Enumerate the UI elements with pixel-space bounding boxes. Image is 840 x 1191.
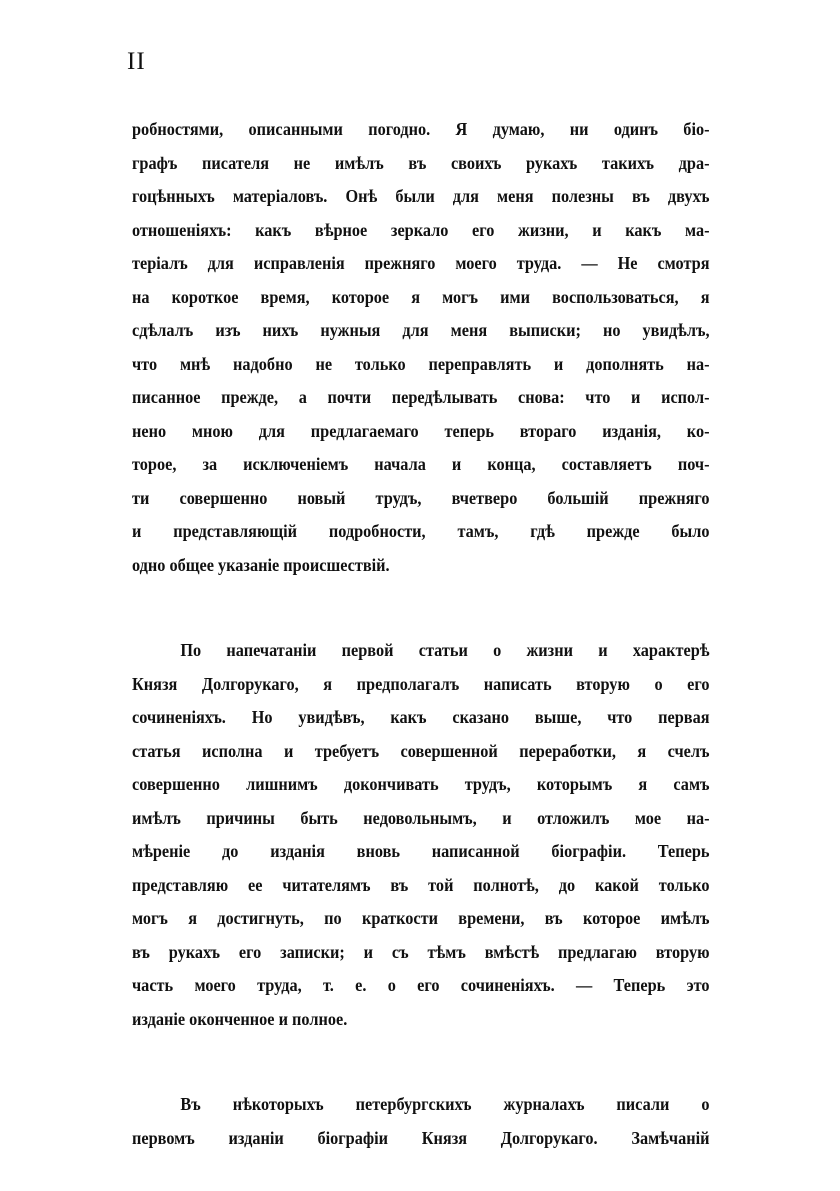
text-line: нено мною для предлагаемаго теперь втораго изданія, ко- — [132, 420, 710, 441]
text-line: изданіе оконченное и полное. — [132, 1008, 348, 1029]
text-line: въ рукахъ его записки; и съ тѣмъ вмѣстѣ предлагаю вторую — [132, 941, 710, 962]
text-line: что мнѣ надобно не только переправлять и дополнять на- — [132, 353, 710, 374]
text-line: имѣлъ причины быть недовольнымъ, и отложилъ мое на- — [132, 807, 710, 828]
text-line: представляю ее читателямъ въ той полнотѣ, до какой только — [132, 874, 710, 895]
text-line: Въ нѣкоторыхъ петербургскихъ журналахъ писали о — [180, 1094, 710, 1114]
body-text — [132, 113, 710, 1155]
text-line: графъ писателя не имѣлъ въ своихъ рукахъ такихъ дра- — [132, 152, 710, 173]
paragraph-gap — [132, 1036, 710, 1088]
text-line: отношеніяхъ: какъ вѣрное зеркало его жизни, и какъ ма- — [132, 219, 710, 240]
text-line: одно общее указаніе происшествій. — [132, 554, 390, 575]
text-line: могъ я достигнуть, по краткости времени, въ которое имѣлъ — [132, 908, 710, 928]
text-line: писанное прежде, а почти передѣлывать снова: что и испол- — [132, 387, 710, 407]
text-line: сочиненіяхъ. Но увидѣвъ, какъ сказано выше, что первая — [132, 707, 710, 727]
text-line: теріалъ для исправленія прежняго моего труда. — Не смотря — [132, 253, 710, 273]
paragraph-3 — [132, 1088, 710, 1155]
text-line: сдѣлалъ изъ нихъ нужныя для меня выписки; но увидѣлъ, — [132, 320, 710, 340]
text-line: мѣреніе до изданія вновь написанной біографіи. Теперь — [132, 841, 710, 861]
text-line: По напечатаніи первой статьи о жизни и характерѣ — [180, 640, 710, 660]
paragraph-2 — [132, 634, 710, 1036]
text-line: торое, за исключеніемъ начала и конца, составляетъ поч- — [132, 454, 710, 474]
text-line: Князя Долгорукаго, я предполагалъ написать вторую о его — [132, 673, 710, 694]
text-line: статья исполна и требуетъ совершенной переработки, я счелъ — [132, 740, 710, 761]
paragraph-gap — [132, 582, 710, 634]
text-line: робностями, описанными погодно. Я думаю, ни одинъ біо- — [132, 119, 710, 139]
text-line: совершенно лишнимъ докончивать трудъ, которымъ я самъ — [132, 774, 710, 794]
page-number: II — [127, 48, 146, 75]
text-line: на короткое время, которое я могъ ими воспользоваться, я — [132, 286, 710, 307]
text-line: и представляющій подробности, тамъ, гдѣ прежде было — [132, 521, 710, 541]
text-line: первомъ изданіи біографіи Князя Долгорукаго. Замѣчаній — [132, 1127, 710, 1148]
text-line: часть моего труда, т. е. о его сочиненіяхъ. — Теперь это — [132, 975, 710, 995]
text-line: гоцѣнныхъ матеріаловъ. Онѣ были для меня полезны въ двухъ — [132, 186, 710, 206]
paragraph-1 — [132, 113, 710, 582]
text-line: ти совершенно новый трудъ, вчетверо большій прежняго — [132, 487, 710, 508]
